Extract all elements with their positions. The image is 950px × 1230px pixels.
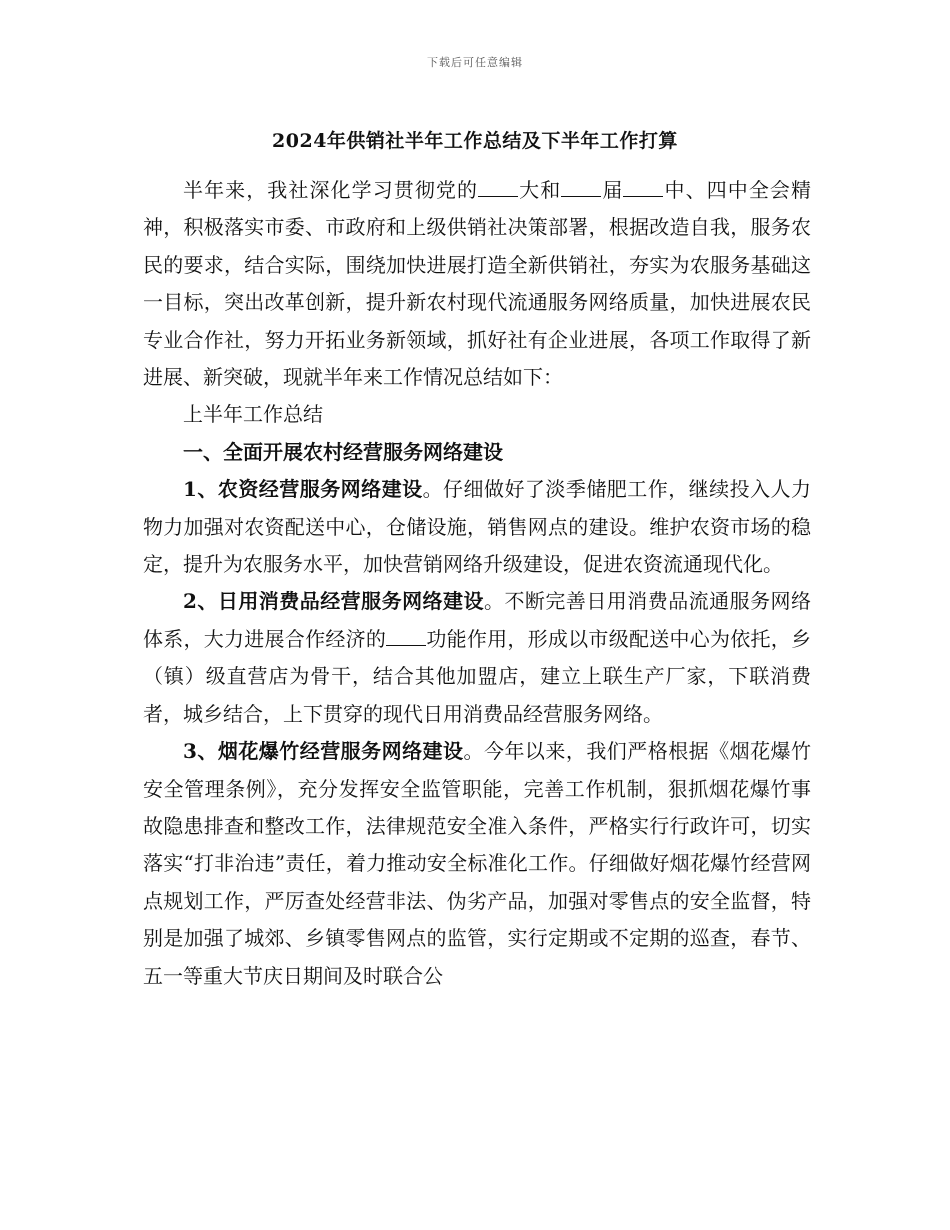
page-header-note: 下载后可任意编辑 (427, 56, 523, 69)
blank-line (386, 627, 426, 646)
item-lead-1: 1、农资经营服务网络建设 (183, 477, 423, 502)
item-text-2a: 。不断完善日用消费品流通服务网络体系，大力进展合作经济的 (143, 589, 812, 651)
section-label: 上半年工作总结 (183, 402, 323, 427)
intro-text-part-4: 中、四中全会精神，积极落实市委、市政府和上级供销社决策部署，根据改造自我，服务农民的要求，结合实际，围绕加快进展打造全新供销社，夯实为农服务基础这一目标，突出改革创新，提升新农村现代流通服务网络质量，加快进展农民专业合作社，努力开拓业务新领域，抓好社有企业进展，各项工作取得了新进展、新突破，现就半年来工作情况总结如下： (143, 178, 812, 390)
item-paragraph-2 (143, 583, 811, 733)
item-lead-2: 2、日用消费品经营服务网络建设 (183, 589, 484, 614)
item-paragraph-3 (143, 733, 811, 995)
item-text-1: 。仔细做好了淡季储肥工作，继续投入人力物力加强对农资配送中心，仓储设施，销售网点的建设。维护农资市场的稳定，提升为农服务水平，加快营销网络升级建设，促进农资流通现代化。 (143, 477, 812, 577)
item-lead-3: 3、烟花爆竹经营服务网络建设 (183, 739, 464, 764)
document-title: 2024年供销社半年工作总结及下半年工作打算 (272, 130, 678, 152)
blank-line (623, 178, 663, 197)
blank-line (561, 178, 601, 197)
intro-text-part-1: 半年来，我社深化学习贯彻党的 (183, 178, 479, 202)
document-body (143, 172, 811, 995)
blank-line (478, 178, 518, 197)
item-text-3: 。今年以来，我们严格根据《烟花爆竹安全管理条例》，充分发挥安全监管职能，完善工作机制，狠抓烟花爆竹事故隐患排查和整改工作，法律规范安全准入条件，严格实行行政许可，切实落实“打非治违”责任，着力推动安全标准化工作。仔细做好烟花爆竹经营网点规划工作，严厉查处经营非法、伪劣产品，加强对零售点的安全监督，特别是加强了城郊、乡镇零售网点的监管，实行定期或不定期的巡查，春节、五一等重大节庆日期间及时联合公 (143, 739, 812, 988)
intro-paragraph (143, 172, 811, 396)
intro-text-part-2: 大和 (518, 178, 562, 202)
intro-text-part-3: 届 (601, 178, 624, 202)
item-paragraph-1 (143, 471, 811, 583)
section-heading-1: 一、全面开展农村经营服务网络建设 (183, 439, 503, 464)
item-text-2b: 功能作用，形成以市级配送中心为依托，乡（镇）级直营店为骨干，结合其他加盟店，建立上联生产厂家，下联消费者，城乡结合，上下贯穿的现代日用消费品经营服务网络。 (143, 626, 812, 726)
